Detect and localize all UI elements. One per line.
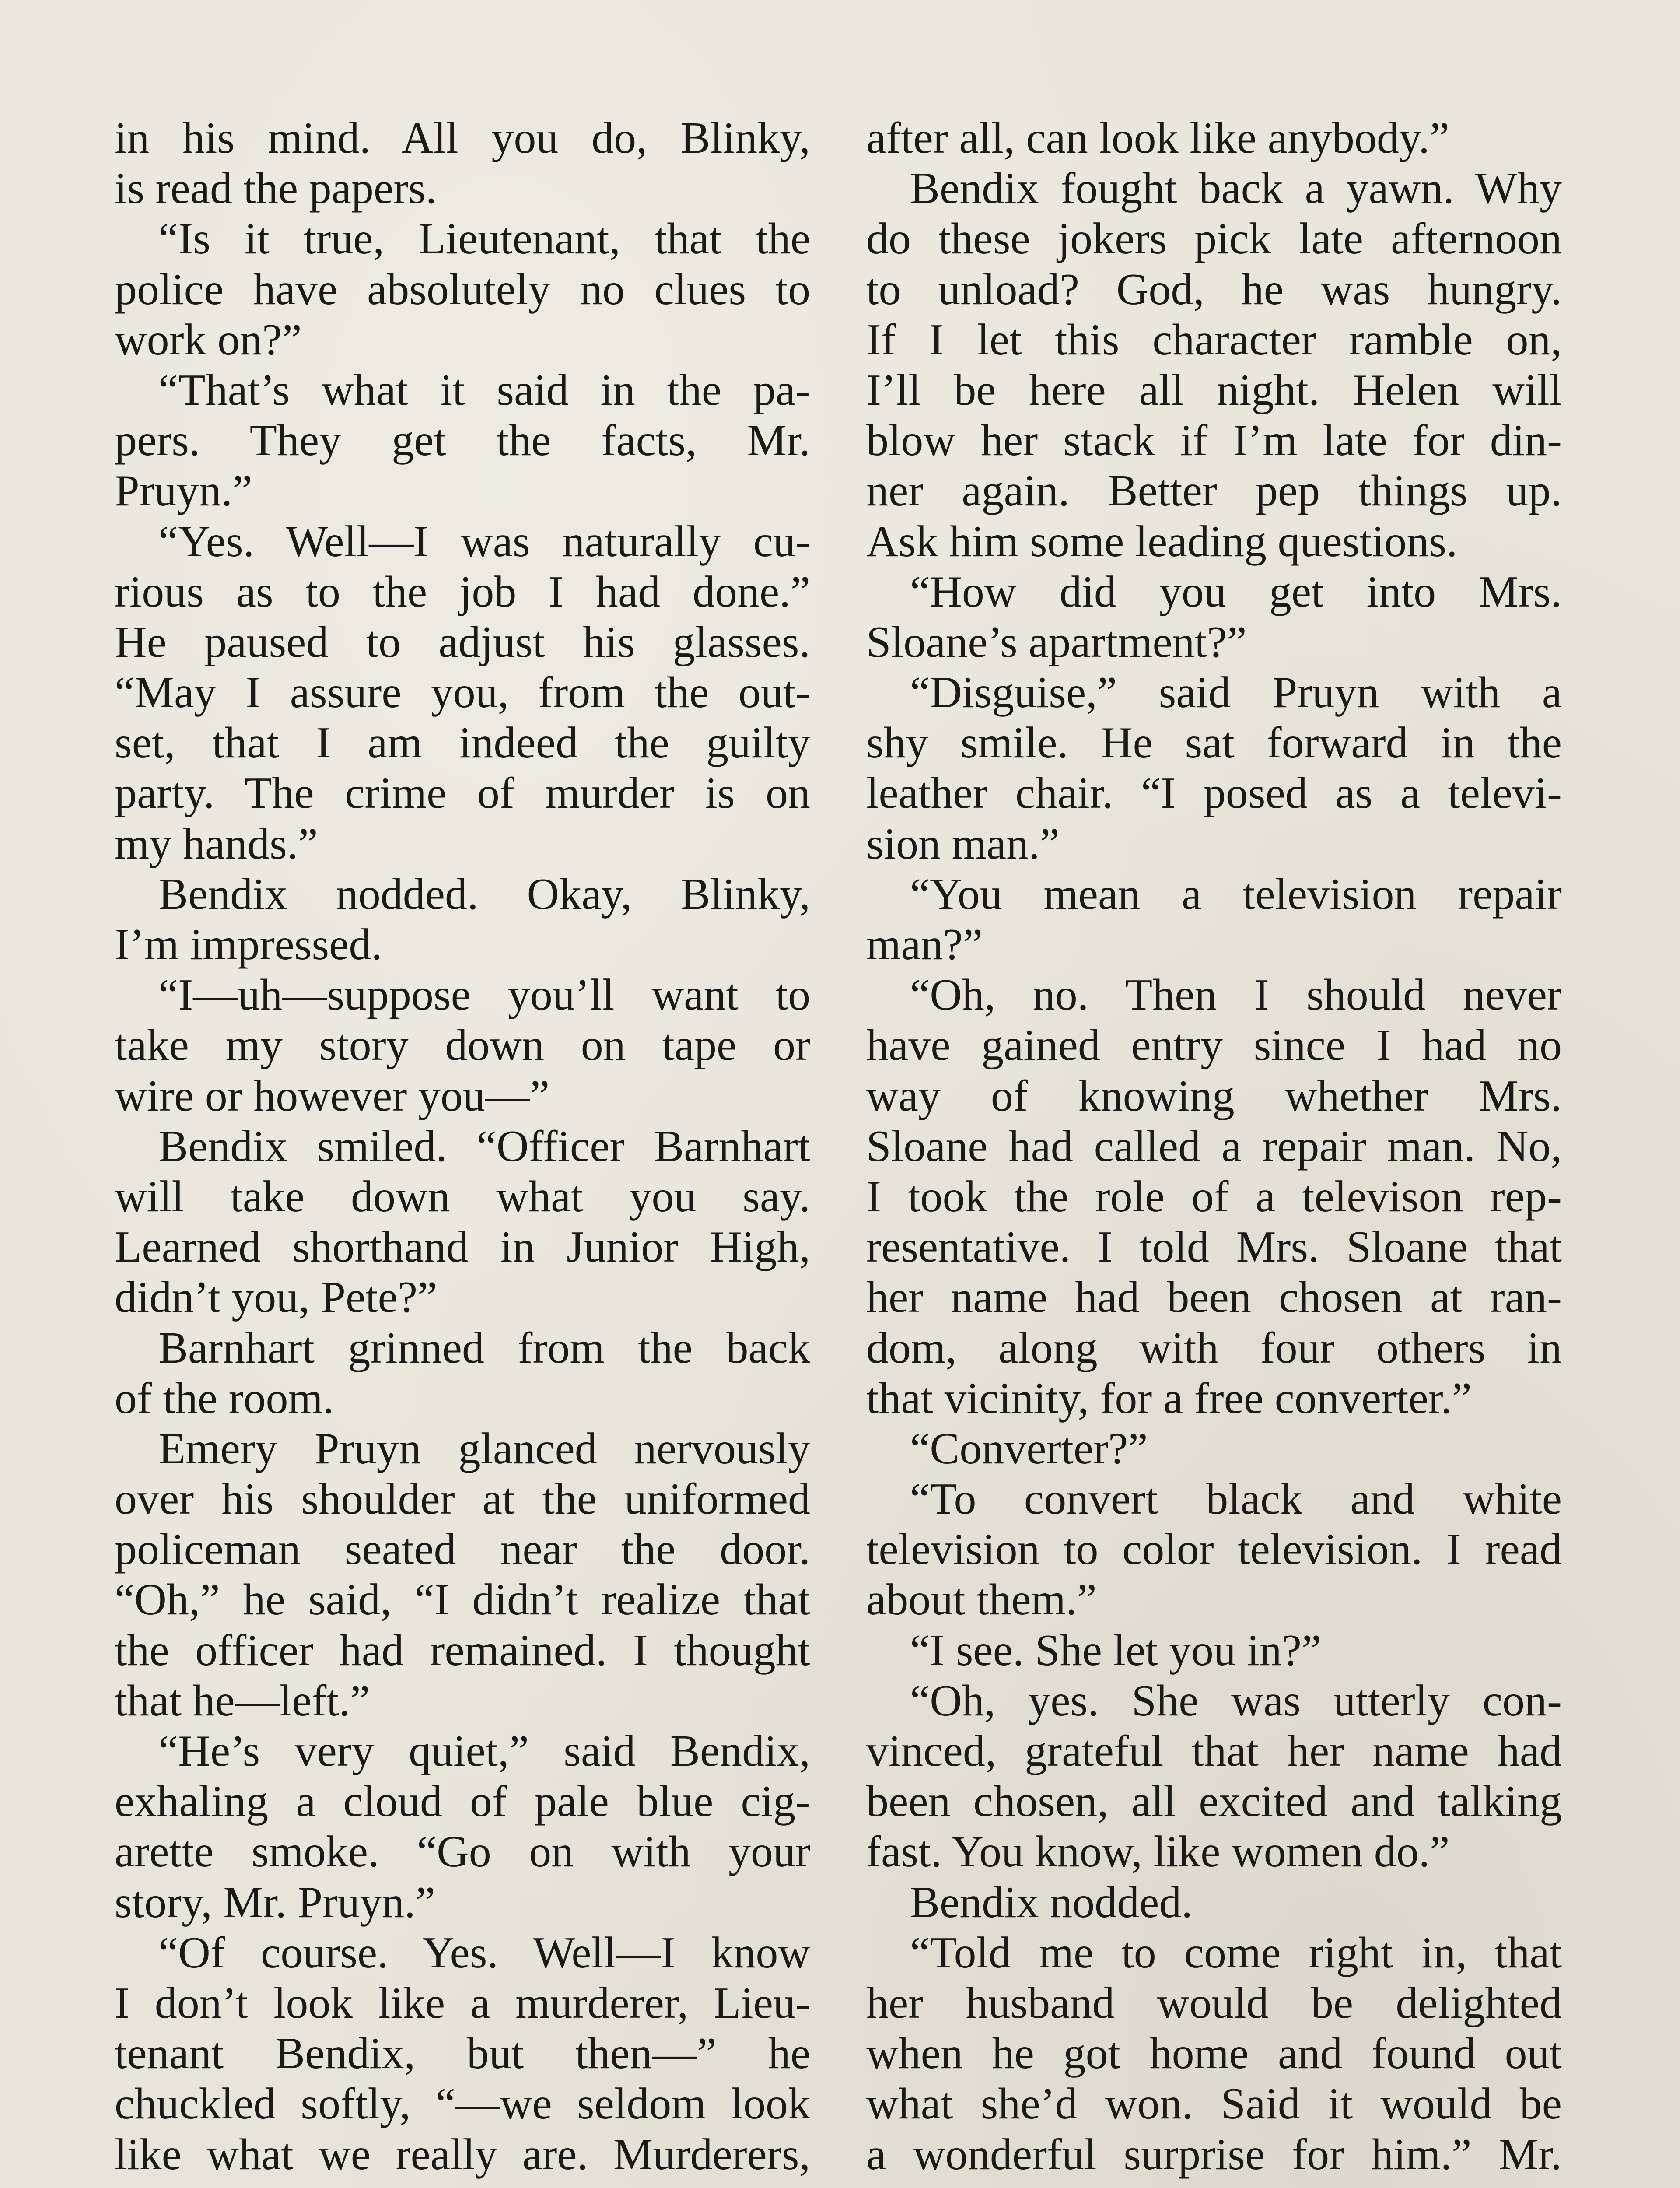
text-line: leather chair. “I posed as a televi- <box>866 768 1562 818</box>
text-line: Barnhart grinned from the back <box>158 1323 810 1373</box>
text-line: “Is it true, Lieutenant, that the <box>158 214 810 264</box>
text-line: the officer had remained. I thought <box>115 1625 810 1675</box>
text-line: Bendix nodded. <box>910 1877 1193 1927</box>
text-line: over his shoulder at the uniformed <box>115 1474 810 1524</box>
text-line: work on?” <box>115 315 302 365</box>
text-column-left <box>115 113 810 2180</box>
text-line: Emery Pruyn glanced nervously <box>158 1424 810 1473</box>
text-line: If I let this character ramble on, <box>866 315 1562 365</box>
text-column-right <box>866 113 1562 2180</box>
text-line: Bendix fought back a yawn. Why <box>910 164 1562 214</box>
text-line: rious as to the job I had done.” <box>115 567 810 617</box>
text-line: that vicinity, for a free converter.” <box>866 1373 1472 1423</box>
text-line: story, Mr. Pruyn.” <box>115 1877 435 1927</box>
text-line: “Of course. Yes. Well—I know <box>158 1928 810 1978</box>
text-line: police have absolutely no clues to <box>115 264 810 314</box>
text-line: Ask him some leading questions. <box>866 516 1458 566</box>
text-line: fast. You know, like women do.” <box>866 1827 1450 1877</box>
text-line: “You mean a television repair <box>910 869 1562 919</box>
text-line: “Oh, no. Then I should never <box>910 970 1562 1020</box>
text-line: blow her stack if I’m late for din- <box>866 416 1562 466</box>
text-line: shy smile. He sat forward in the <box>866 718 1562 768</box>
text-line: have gained entry since I had no <box>866 1020 1562 1070</box>
text-line: exhaling a cloud of pale blue cig- <box>115 1777 810 1827</box>
text-line: been chosen, all excited and talking <box>866 1777 1562 1827</box>
text-line: I took the role of a televison rep- <box>866 1171 1562 1221</box>
text-line: I’ll be here all night. Helen will <box>866 365 1562 415</box>
text-line: that he—left.” <box>115 1676 370 1725</box>
text-line: “Converter?” <box>910 1424 1148 1473</box>
text-line: what she’d won. Said it would be <box>866 2079 1562 2129</box>
text-line: “That’s what it said in the pa- <box>158 365 810 415</box>
text-line: “May I assure you, from the out- <box>115 668 810 718</box>
text-line: “How did you get into Mrs. <box>910 567 1562 617</box>
text-line: policeman seated near the door. <box>115 1525 810 1574</box>
text-line: He paused to adjust his glasses. <box>115 617 810 667</box>
text-line: do these jokers pick late afternoon <box>866 214 1562 264</box>
text-line: sion man.” <box>866 819 1060 869</box>
text-line: ner again. Better pep things up. <box>866 466 1562 516</box>
text-line: like what we really are. Murderers, <box>115 2129 810 2179</box>
text-line: way of knowing whether Mrs. <box>866 1071 1562 1121</box>
text-line: “Oh, yes. She was utterly con- <box>910 1676 1562 1725</box>
text-line: wire or however you—” <box>115 1071 550 1121</box>
text-line: my hands.” <box>115 819 318 869</box>
text-line: resentative. I told Mrs. Sloane that <box>866 1222 1562 1272</box>
text-line: to unload? God, he was hungry. <box>866 264 1562 314</box>
text-line: dom, along with four others in <box>866 1323 1562 1373</box>
text-line: of the room. <box>115 1373 334 1423</box>
text-line: after all, can look like anybody.” <box>866 113 1450 163</box>
text-line: vinced, grateful that her name had <box>866 1726 1562 1776</box>
text-line: Bendix smiled. “Officer Barnhart <box>158 1121 810 1171</box>
text-line: didn’t you, Pete?” <box>115 1273 438 1322</box>
text-line: her name had been chosen at ran- <box>866 1273 1562 1322</box>
text-line: pers. They get the facts, Mr. <box>115 416 810 466</box>
text-line: “Yes. Well—I was naturally cu- <box>158 516 810 566</box>
text-line: Sloane’s apartment?” <box>866 617 1247 667</box>
text-line: set, that I am indeed the guilty <box>115 718 810 768</box>
text-line: Bendix nodded. Okay, Blinky, <box>158 869 810 919</box>
text-line: television to color television. I read <box>866 1525 1562 1574</box>
text-line: party. The crime of murder is on <box>115 768 810 818</box>
text-line: “Disguise,” said Pruyn with a <box>910 668 1562 718</box>
text-line: “He’s very quiet,” said Bendix, <box>158 1726 810 1776</box>
text-line: will take down what you say. <box>115 1171 810 1221</box>
text-line: I’m impressed. <box>115 920 382 969</box>
text-line: Learned shorthand in Junior High, <box>115 1222 810 1272</box>
text-line: Sloane had called a repair man. No, <box>866 1121 1562 1171</box>
text-line: “Told me to come right in, that <box>910 1928 1562 1978</box>
text-line: “I see. She let you in?” <box>910 1625 1322 1675</box>
text-line: “Oh,” he said, “I didn’t realize that <box>115 1575 810 1625</box>
text-line: “To convert black and white <box>910 1474 1562 1524</box>
text-line: I don’t look like a murderer, Lieu- <box>115 1978 810 2028</box>
text-line: a wonderful surprise for him.” Mr. <box>866 2129 1562 2179</box>
text-line: is read the papers. <box>115 164 437 214</box>
text-line: man?” <box>866 920 983 969</box>
text-line: arette smoke. “Go on with your <box>115 1827 810 1877</box>
text-line: about them.” <box>866 1575 1097 1625</box>
text-line: her husband would be delighted <box>866 1978 1562 2028</box>
text-line: tenant Bendix, but then—” he <box>115 2029 810 2079</box>
text-line: take my story down on tape or <box>115 1020 810 1070</box>
text-line: Pruyn.” <box>115 466 252 516</box>
text-line: in his mind. All you do, Blinky, <box>115 113 810 163</box>
text-line: chuckled softly, “—we seldom look <box>115 2079 810 2129</box>
text-line: “I—uh—suppose you’ll want to <box>158 970 810 1020</box>
text-line: when he got home and found out <box>866 2029 1562 2079</box>
